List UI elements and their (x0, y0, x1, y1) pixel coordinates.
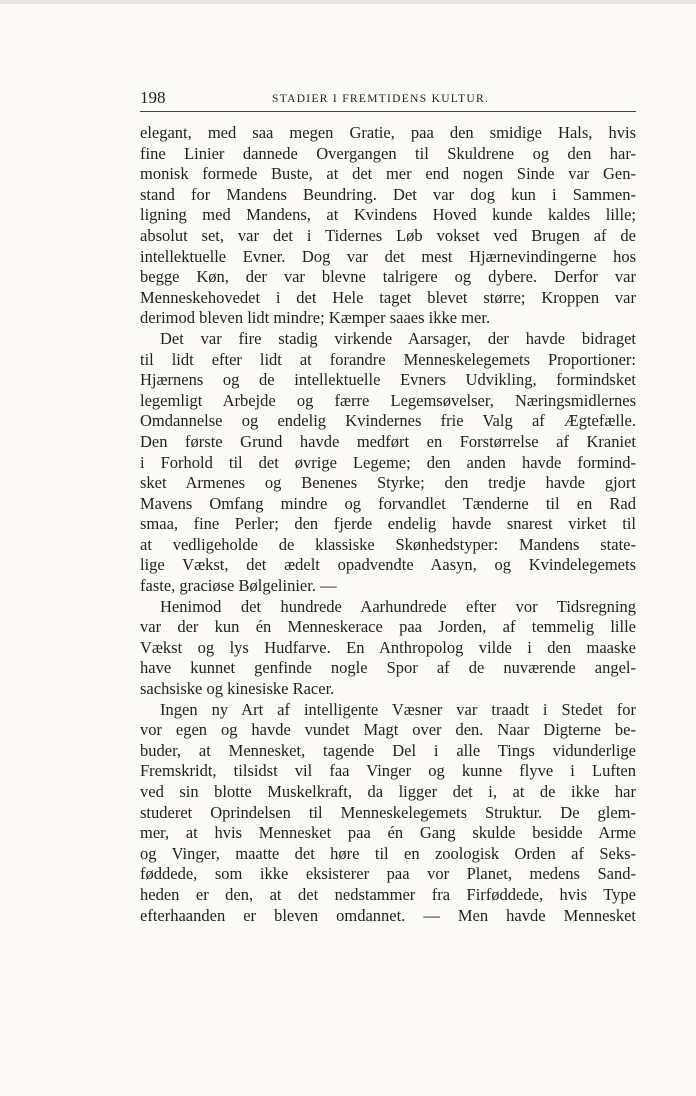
page-top-edge (0, 0, 696, 4)
text-line: smaa, fine Perler; den fjerde endelig havde snarest virket til (140, 514, 636, 534)
text-line: monisk formede Buste, at det mer end nogen Sinde var Gen- (140, 164, 636, 184)
text-line: Omdannelse og endelig Kvindernes frie Valg af Ægtefælle. (140, 411, 636, 431)
text-line: ligning med Mandens, at Kvindens Hoved kunde kaldes lille; (140, 205, 636, 225)
text-line: Den første Grund havde medført en Forstørrelse af Kraniet (140, 431, 636, 451)
text-line: Menneskehovedet i det Hele taget blevet større; Kroppen var (140, 287, 636, 307)
text-line: derimod bleven lidt mindre; Kæmper saaes ikke mer. (140, 308, 491, 328)
text-line: buder, at Mennesket, tagende Del i alle Tings vidunderlige (140, 740, 636, 760)
text-line: sachsiske og kinesiske Racer. (140, 679, 335, 699)
text-line: have kunnet genfinde nogle Spor af de nuværende angel- (140, 658, 636, 678)
text-line: absolut set, var det i Tidernes Løb vokset ved Brugen af de (140, 225, 636, 245)
text-line: efterhaanden er bleven omdannet. — Men havde Mennesket (140, 905, 636, 925)
text-line: Det var fire stadig virkende Aarsager, der havde bidraget (160, 328, 636, 348)
text-line: vor egen og havde vundet Magt over den. Naar Digterne be- (140, 720, 636, 740)
text-line: ved sin blotte Muskelkraft, da ligger det i, at de ikke har (140, 782, 636, 801)
text-line: var der kun én Menneskerace paa Jorden, af temmelig lille (140, 617, 636, 637)
text-line: elegant, med saa megen Gratie, paa den smidige Hals, hvis (140, 123, 636, 142)
text-line: føddede, som ikke eksisterer paa vor Planet, medens Sand- (140, 864, 636, 884)
text-line: Fremskridt, tilsidst vil faa Vinger og kunne flyve i Luften (140, 761, 636, 781)
text-line: Ingen ny Art af intelligente Væsner var traadt i Stedet for (160, 699, 636, 719)
text-line: i Forhold til det øvrige Legeme; den anden havde formind- (140, 452, 636, 472)
text-line: til lidt efter lidt at forandre Menneskelegemets Proportioner: (140, 349, 636, 369)
text-line: at vedligeholde de klassiske Skønhedstyper: Mandens state- (140, 534, 636, 554)
text-line: Vækst og lys Hudfarve. En Anthropolog vilde i den maaske (140, 637, 636, 657)
text-line: og Vinger, maatte det høre til en zoologisk Orden af Seks- (140, 843, 636, 863)
header-rule (140, 111, 636, 112)
text-line: sket Armenes og Benenes Styrke; den tredje havde gjort (140, 473, 636, 493)
body-text (140, 123, 636, 926)
text-line: intellektuelle Evner. Dog var det mest Hjærnevindingerne hos (140, 246, 636, 266)
page-number: 198 (140, 88, 166, 107)
text-line: lige Vækst, det ædelt opadvendte Aasyn, og Kvindelegemets (140, 555, 636, 575)
text-line: Hjærnens og de intellektuelle Evners Udvikling, formindsket (140, 370, 636, 390)
text-line: mer, at hvis Mennesket paa én Gang skulde besidde Arme (140, 823, 636, 843)
page-header (140, 88, 636, 108)
text-line: studeret Oprindelsen til Menneskelegemets Struktur. De glem- (140, 802, 636, 822)
text-line: begge Køn, der var blevne talrigere og dybere. Derfor var (140, 267, 636, 287)
text-line: fine Linier dannede Overgangen til Skuldrene og den har- (140, 143, 636, 163)
text-line: heden er den, at det nedstammer fra Firføddede, hvis Type (140, 884, 636, 904)
text-line: stand for Mandens Beundring. Det var dog kun i Sammen- (140, 184, 636, 204)
text-line: Henimod det hundrede Aarhundrede efter vor Tidsregning (160, 596, 636, 616)
text-line: Mavens Omfang mindre og forvandlet Tænderne til en Rad (140, 493, 636, 513)
text-line: faste, graciøse Bølgelinier. — (140, 576, 337, 596)
running-head: STADIER I FREMTIDENS KULTUR. (272, 93, 490, 105)
text-line: legemligt Arbejde og færre Legemsøvelser, Næringsmidlernes (140, 390, 636, 410)
